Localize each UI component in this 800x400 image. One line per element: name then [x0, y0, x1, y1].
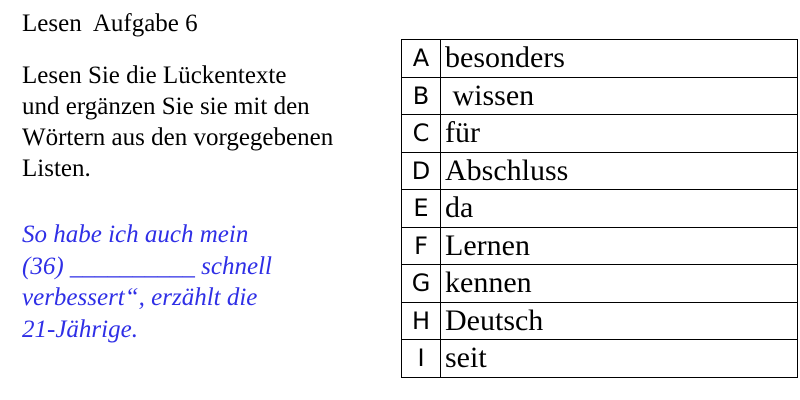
passage-line: verbessert“, erzählt die: [22, 284, 258, 311]
instructions-text: [22, 60, 402, 184]
option-letter: I: [402, 340, 441, 378]
option-word: Abschluss: [441, 152, 798, 190]
option-row: [402, 227, 798, 265]
option-word: Deutsch: [441, 302, 798, 340]
option-letter: B: [402, 77, 441, 115]
instruction-line: Listen.: [22, 155, 91, 182]
option-row: [402, 190, 798, 228]
option-word: wissen: [441, 77, 798, 115]
option-letter: D: [402, 152, 441, 190]
option-letter: E: [402, 190, 441, 228]
option-word: besonders: [441, 40, 798, 78]
option-word: kennen: [441, 265, 798, 303]
option-letter: C: [402, 115, 441, 153]
passage-line: (36) __________ schnell: [22, 252, 272, 280]
option-word: für: [441, 115, 798, 153]
instruction-line: und ergänzen Sie sie mit den: [22, 93, 310, 120]
gap-passage: [22, 219, 392, 345]
option-word: seit: [441, 340, 798, 378]
option-letter: H: [402, 302, 441, 340]
option-row: [402, 77, 798, 115]
option-row: [402, 302, 798, 340]
option-letter: F: [402, 227, 441, 265]
instruction-line: Wörtern aus den vorgegebenen: [22, 124, 334, 151]
option-letter: G: [402, 265, 441, 303]
word-options-table: [401, 39, 798, 378]
option-row: [402, 265, 798, 303]
option-word: Lernen: [441, 227, 798, 265]
instruction-line: Lesen Sie die Lückentexte: [22, 62, 287, 89]
option-word: da: [441, 190, 798, 228]
page-title: Lesen Aufgabe 6: [22, 10, 198, 37]
option-row: [402, 40, 798, 78]
passage-line: 21-Jährige.: [22, 315, 138, 343]
option-row: [402, 340, 798, 378]
passage-line: So habe ich auch mein: [22, 221, 249, 248]
option-row: [402, 115, 798, 153]
option-row: [402, 152, 798, 190]
option-letter: A: [402, 40, 441, 78]
